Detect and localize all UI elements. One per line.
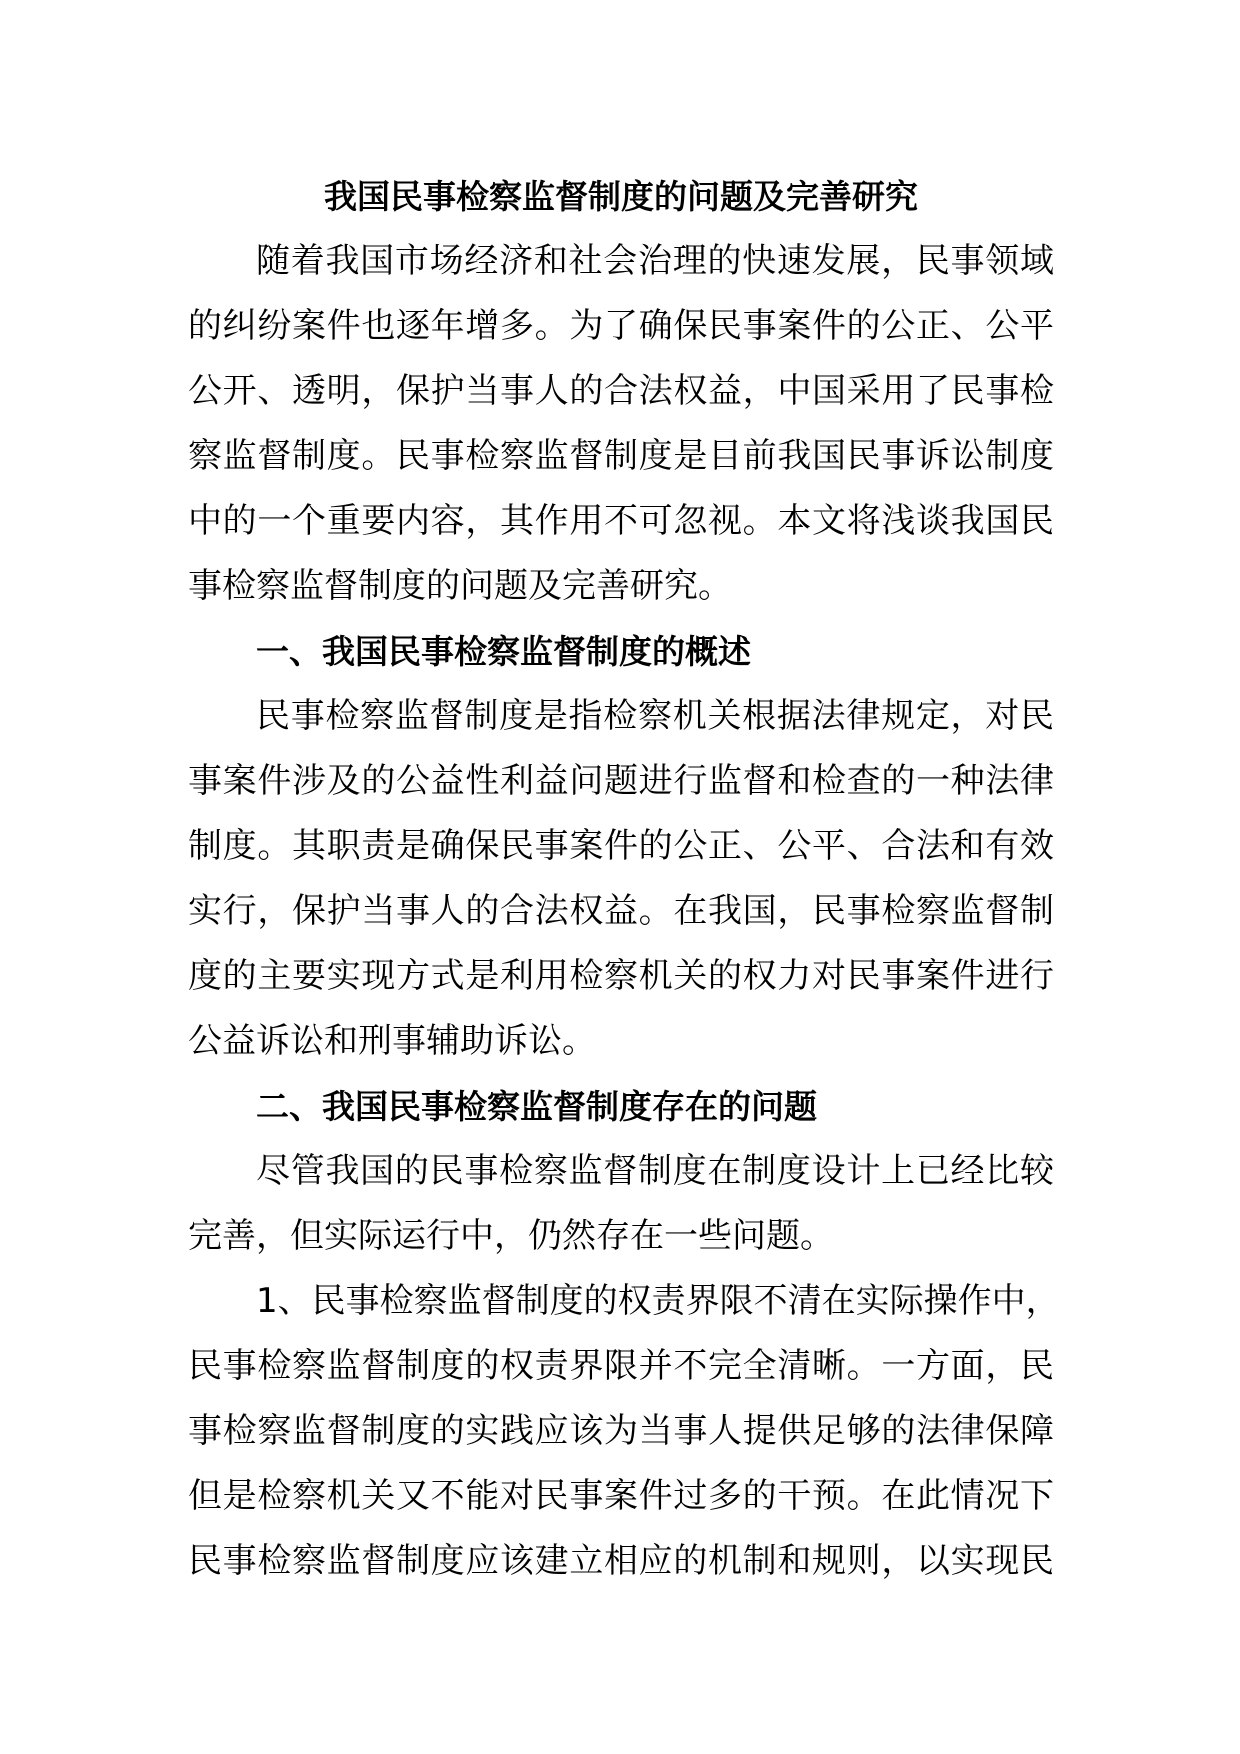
paragraph-intro	[188, 229, 1054, 619]
paragraph-line: 民事检察监督制度应该建立相应的机制和规则，以实现民	[188, 1541, 1054, 1581]
paragraph-line: 1、民事检察监督制度的权责界限不清在实际操作中，	[256, 1281, 1060, 1321]
paragraph-line: 随着我国市场经济和社会治理的快速发展，民事领域	[256, 241, 1054, 281]
paragraph-line: 制度。其职责是确保民事案件的公正、公平、合法和有效	[188, 826, 1054, 866]
paragraph-line: 事检察监督制度的问题及完善研究。	[188, 566, 732, 606]
document-body	[188, 168, 1060, 1594]
paragraph-line: 中的一个重要内容，其作用不可忽视。本文将浅谈我国民	[188, 501, 1054, 541]
paragraph-line: 民事检察监督制度的权责界限并不完全清晰。一方面，民	[188, 1346, 1054, 1386]
paragraph-overview	[188, 684, 1054, 1074]
paragraph-line: 度的主要实现方式是利用检察机关的权力对民事案件进行	[188, 956, 1054, 996]
paragraph-line: 尽管我国的民事检察监督制度在制度设计上已经比较	[256, 1151, 1054, 1191]
section-heading-1: 一、我国民事检察监督制度的概述	[256, 632, 751, 671]
paragraph-line: 事检察监督制度的实践应该为当事人提供足够的法律保障	[188, 1411, 1054, 1451]
paragraph-line: 实行，保护当事人的合法权益。在我国，民事检察监督制	[188, 891, 1054, 931]
paragraph-line: 察监督制度。民事检察监督制度是目前我国民事诉讼制度	[188, 436, 1054, 476]
document-title: 我国民事检察监督制度的问题及完善研究	[324, 177, 918, 216]
paragraph-line: 公开、透明，保护当事人的合法权益，中国采用了民事检	[188, 371, 1054, 411]
paragraph-problems-intro	[188, 1139, 1054, 1269]
paragraph-line: 事案件涉及的公益性利益问题进行监督和检查的一种法律	[188, 761, 1054, 801]
paragraph-line: 民事检察监督制度是指检察机关根据法律规定，对民	[256, 696, 1054, 736]
paragraph-line: 但是检察机关又不能对民事案件过多的干预。在此情况下	[188, 1476, 1054, 1516]
paragraph-line: 的纠纷案件也逐年增多。为了确保民事案件的公正、公平	[188, 306, 1054, 346]
paragraph-line: 完善，但实际运行中，仍然存在一些问题。	[188, 1216, 834, 1256]
paragraph-line: 公益诉讼和刑事辅助诉讼。	[188, 1021, 596, 1061]
paragraph-problem-1	[188, 1269, 1060, 1594]
section-heading-2: 二、我国民事检察监督制度存在的问题	[256, 1087, 817, 1126]
